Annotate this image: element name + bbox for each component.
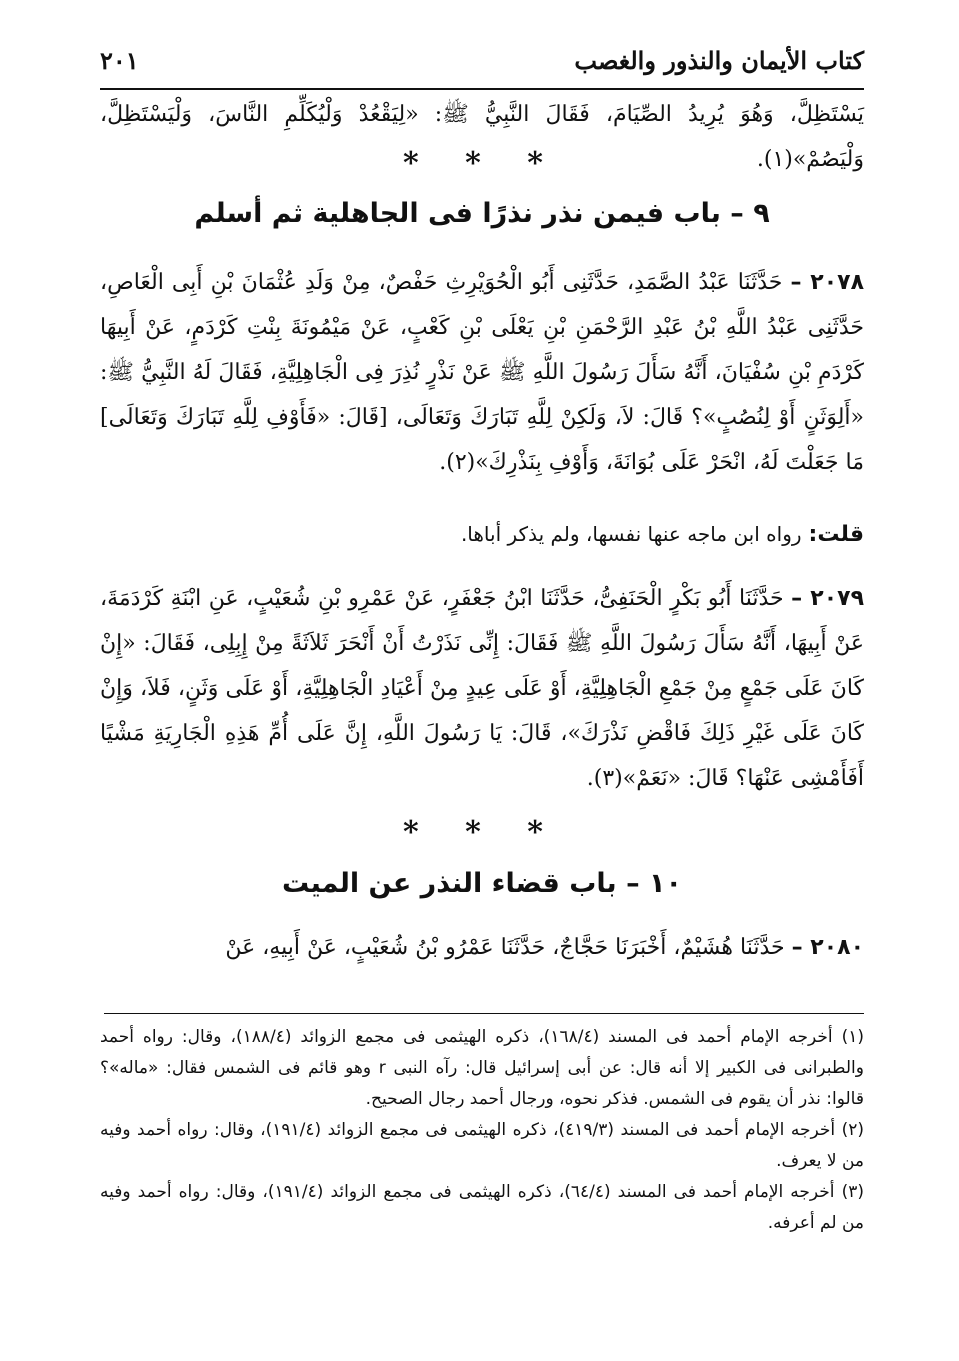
- book-title: كتاب الأيمان والنذور والغصب: [574, 46, 864, 75]
- continuation-paragraph: يَسْتَظِلَّ، وَهُوَ يُرِيدُ الصِّيَامَ، فَقَالَ النَّبِيُّ ﷺ: «لِيَقْعُدْ وَلْيُكَلِّمِ النَّاسَ، وَلْيَسْتَظِلَّ، وَلْيَصُمْ»(١).: [100, 102, 864, 172]
- hadith-number: ٢٠٧٩ –: [791, 586, 864, 611]
- hadith-entry: [100, 260, 864, 485]
- footnote: (٣) أخرجه الإمام أحمد فى المسند (٦٤/٤)، ذكره الهيثمى فى مجمع الزوائد (١٩١/٤)، وقال: رواه أحمد وفيه من لم أعرفه.: [100, 1182, 864, 1233]
- running-header: [100, 40, 864, 90]
- footnote: (٢) أخرجه الإمام أحمد فى المسند (٤١٩/٣)، ذكره الهيثمى فى مجمع الزوائد (١٩١/٤)، وقال: رواه أحمد وفيه من لا يعرف.: [100, 1120, 864, 1171]
- chapter-heading: ١٠ – باب قضاء النذر عن الميت: [282, 868, 682, 899]
- hadith-entry: [100, 576, 864, 801]
- section-separator: * * *: [403, 146, 561, 181]
- hadith-text: حَدَّثَنَا عَبْدُ الصَّمَدِ، حَدَّثَنِى أَبُو الْحُوَيْرِثِ حَفْصٌ، مِنْ وَلَدِ عُثْمَانَ بْنِ أَبِى الْعَاصِ، حَدَّثَنِى عَبْدُ اللَّهِ بْنُ عَبْدِ الرَّحْمَنِ بْنِ يَعْلَى بْنِ كَعْبٍ، عَنْ مَيْمُونَةَ بِنْتِ كَرْدَمٍ، عَنْ أَبِيهَا كَرْدَمِ بْنِ سُفْيَانَ، أَنَّهُ سَأَلَ رَسُولَ اللَّهِ ﷺ عَنْ نَذْرٍ نُذِرَ فِى الْجَاهِلِيَّةِ، فَقَالَ لَهُ النَّبِيُّ ﷺ: «أَلِوَثَنٍ أَوْ لِنُصُبٍ»؟ قَالَ: لاَ، وَلَكِنْ لِلَّهِ تَبَارَكَ وَتَعَالَى، [قَالَ: «فَأَوْفِ لِلَّهِ تَبَارَكَ وَتَعَالَى] مَا جَعَلْتَ لَهُ، انْحَرْ عَلَى بُوَانَةَ، وَأَوْفِ بِنَذْرِكَ»(٢).: [100, 270, 864, 475]
- hadith-text: حَدَّثَنَا هُشَيْمٌ، أَخْبَرَنَا حَجَّاجٌ، حَدَّثَنَا عَمْرُو بْنُ شُعَيْبٍ، عَنْ أَبِيهِ، عَنْ: [225, 935, 785, 960]
- hadith-number: ٢٠٨٠ –: [791, 935, 864, 960]
- footnote-divider: [104, 1013, 864, 1014]
- note-text: رواه ابن ماجه عنها نفسها، ولم يذكر أباها.: [460, 522, 802, 546]
- page-number: ٢٠١: [100, 46, 139, 75]
- hadith-entry: [100, 925, 864, 970]
- footnotes: [100, 1022, 864, 1239]
- hadith-number: ٢٠٧٨ –: [790, 270, 865, 295]
- commentary-note: [100, 512, 864, 557]
- note-label: قلت:: [808, 522, 864, 547]
- section-separator: * * *: [403, 815, 561, 850]
- hadith-text: حَدَّثَنَا أَبُو بَكْرٍ الْحَنَفِىُّ، حَدَّثَنَا ابْنُ جَعْفَرٍ، عَنْ عَمْرِو بْنِ شُعَيْبٍ، عَنِ ابْنَةِ كَرْدَمَةَ، عَنْ أَبِيهَا، أَنَّهُ سَأَلَ رَسُولَ اللَّهِ ﷺ فَقَالَ: إِنِّى نَذَرْتُ أَنْ أَنْحَرَ ثَلاَثَةً مِنْ إِبِلِى، فَقَالَ: «إِنْ كَانَ عَلَى جَمْعٍ مِنْ جَمْعِ الْجَاهِلِيَّةِ، أَوْ عَلَى عِيدٍ مِنْ أَعْيَادِ الْجَاهِلِيَّةِ، أَوْ عَلَى وَثَنٍ، فَلاَ، وَإِنْ كَانَ عَلَى غَيْرِ ذَلِكَ فَاقْضِ نَذْرَكَ»، قَالَ: يَا رَسُولَ اللَّهِ، إِنَّ عَلَى أُمِّ هَذِهِ الْجَارِيَةِ مَشْيًا أَفَأَمْشِى عَنْهَا؟ قَالَ: «نَعَمْ»(٣).: [100, 586, 864, 791]
- footnote: (١) أخرجه الإمام أحمد فى المسند (١٦٨/٤)، ذكره الهيثمى فى مجمع الزوائد (١٨٨/٤)، وقال: رواه أحمد والطبرانى فى الكبير إلا أنه قال: عن أبى إسرائيل قال: رآه النبى r وهو قائم فى الشمس فقال: «ماله»؟ قالوا: نذر أن يقوم فى الشمس. فذكر نحوه، ورجال أحمد رجال الصحيح.: [100, 1027, 864, 1109]
- chapter-heading: ٩ – باب فيمن نذر نذرًا فى الجاهلية ثم أسلم: [194, 198, 770, 229]
